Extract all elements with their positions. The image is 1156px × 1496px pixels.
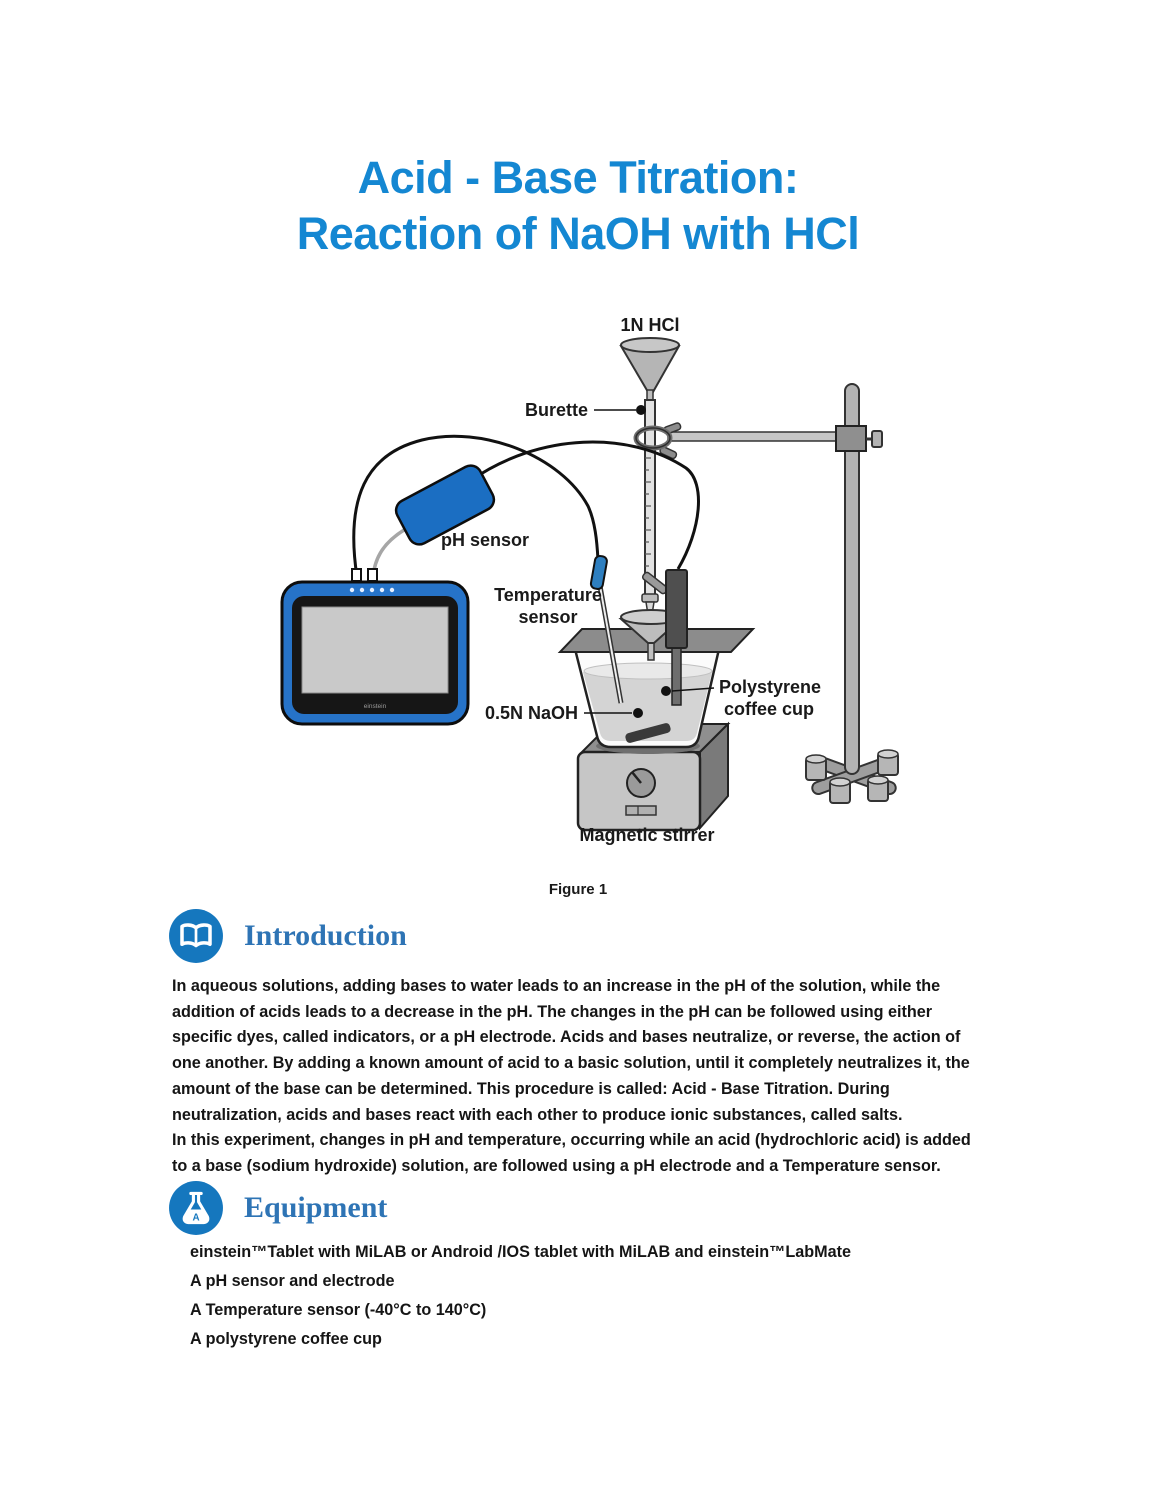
introduction-heading: Introduction bbox=[244, 919, 407, 952]
introduction-text bbox=[172, 974, 990, 1180]
introduction-section-header bbox=[168, 908, 407, 964]
equipment-item: A Temperature sensor (-40°C to 140°C) bbox=[190, 1301, 487, 1319]
equipment-heading: Equipment bbox=[244, 1191, 388, 1224]
equipment-section-header bbox=[168, 1180, 387, 1236]
tablet-brand-label: einstein bbox=[363, 703, 387, 710]
open-book-icon bbox=[168, 908, 224, 964]
equipment-list bbox=[190, 1238, 990, 1354]
flask-icon bbox=[168, 1180, 224, 1236]
figure-caption: Figure 1 bbox=[548, 881, 608, 898]
stirrer-slider bbox=[626, 806, 656, 815]
label-1n-hcl: 1N HCl bbox=[620, 315, 680, 335]
page-title-line2: Reaction of NaOH with HCl bbox=[296, 208, 860, 259]
equipment-item: A pH sensor and electrode bbox=[190, 1272, 395, 1290]
label-naoh: 0.5N NaOH bbox=[484, 703, 578, 723]
label-magnetic-stirrer: Magnetic stirrer bbox=[579, 825, 715, 845]
tablet-screen bbox=[302, 607, 448, 693]
einstein-tablet bbox=[282, 569, 468, 724]
coffee-cup bbox=[575, 649, 719, 747]
label-ph-sensor: pH sensor bbox=[440, 530, 530, 550]
label-coffee-cup: coffee cup bbox=[724, 699, 815, 719]
svg-text:A: A bbox=[192, 1212, 200, 1224]
label-polystyrene: Polystyrene bbox=[719, 677, 822, 697]
equipment-item: einstein™Tablet with MiLAB or Android /IOS tablet with MiLAB and einstein™LabMate bbox=[190, 1243, 852, 1261]
label-temp-sensor: sensor bbox=[518, 607, 578, 627]
page-title-line1: Acid - Base Titration: bbox=[357, 152, 799, 203]
label-temperature: Temperature bbox=[494, 585, 602, 605]
equipment-item: A polystyrene coffee cup bbox=[190, 1330, 382, 1348]
introduction-paragraph-2: In this experiment, changes in pH and temperature, occurring while an acid (hydrochloric acid) is added to a base (sodium hydroxide) solution, are followed using a pH electrode and a Temperature sensor. bbox=[172, 1131, 971, 1175]
label-burette: Burette bbox=[524, 400, 588, 420]
introduction-paragraph-1: In aqueous solutions, adding bases to water leads to an increase in the pH of the solution, while the addition of acids leads to a decrease in the pH. The changes in the pH can be followed using either specific dyes, called indicators, or a pH electrode. Acids and bases neutralize, or reverse, the action of one another. By adding a known amount of acid to a basic solution, until it completely neutralizes it, the amount of the base can be determined. This procedure is called: Acid - Base Titration. During neutralization, acids and bases react with each other to produce ionic substances, called salts. bbox=[172, 977, 970, 1124]
